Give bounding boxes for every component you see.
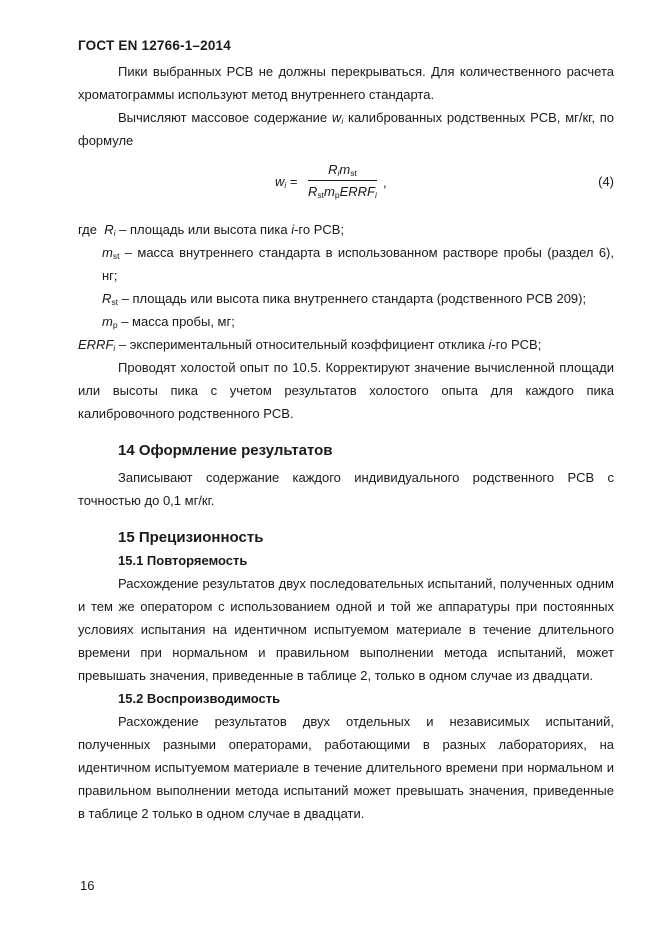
where-label: где [78,222,97,237]
standard-header: ГОСТ EN 12766-1–2014 [78,38,231,53]
section-15-2-text: Расхождение результатов двух отдельных и независимых испытаний, полученных разными операторами, работающими в разных лабораториях, на идентичном испытуемом материале в течение длительного времени при нормальном и правильном выполнении метода испытаний может превышать значения, приведенные в таблице 2 только в одном случае в двадцати. [78,714,614,821]
den-errf-sub: i [374,190,377,200]
symbol-w-sub: i [341,116,344,126]
definition-mst [78,241,614,287]
den-m: m [324,184,335,199]
def-errf-sub: i [113,343,116,353]
formula-denominator [308,181,377,201]
formula-lhs-sub: i [284,180,287,190]
def-errf-tail: -го PCB; [491,337,542,352]
def-mst-sub: st [112,251,120,261]
def-mp-text: – масса пробы, мг; [117,314,235,329]
calc-intro-tail: калиброванных родственных PCB, мг/кг, по формуле [78,110,614,148]
def-mp-sub: p [112,320,118,330]
def-errf-index: i [488,337,492,352]
spacer [78,425,614,439]
def-rst-text: – площадь или высота пика внутреннего стандарта (родственного PCB 209); [118,291,587,306]
spacer [78,512,614,526]
def-ri-text: – площадь или высота пика [115,222,292,237]
formula-lhs-symbol: w [275,174,285,189]
section-15-2-title: 15.2 Воспроизводимость [118,691,281,706]
definition-ri [78,218,614,241]
def-mst-text: – масса внутреннего стандарта в использованном растворе пробы (раздел 6), нг; [102,245,614,283]
formula-4 [78,152,614,218]
num-r-sub: i [337,168,340,178]
def-mst-symbol: m [102,245,113,260]
section-15-title: 15 Прецизионность [118,529,264,546]
def-ri-index: i [291,222,295,237]
section-15-1-title: 15.1 Повторяемость [118,553,248,568]
formula-number: (4) [598,174,614,189]
formula-fraction [308,160,377,201]
definition-rst [78,287,614,310]
formula-numerator [308,160,377,181]
den-r: R [308,184,318,199]
def-ri-sub: i [113,228,116,238]
def-errf-symbol: ERRF [78,337,114,352]
def-rst-sub: st [111,297,119,307]
calc-intro-text: Вычисляют массовое содержание [118,110,332,125]
paragraph-peaks: Пики выбранных PCB не должны перекрываться. Для количественного расчета хроматограммы используют метод внутреннего стандарта. [78,64,614,102]
def-rst-symbol: R [102,291,112,306]
den-m-sub: p [334,190,340,200]
formula-lhs [275,170,298,193]
formula-equals: = [286,174,298,189]
section-15-1-text: Расхождение результатов двух последовательных испытаний, полученных одним и тем же оператором с использованием одной и той же аппаратуры при постоянных условиях испытания на идентичном испытуемом материале в течение длительного времени при нормальном и правильном выполнении метода испытаний, может превышать значения, приведенные в таблице 2, только в одном случае из двадцати. [78,576,614,683]
paragraph-calc-intro [78,106,614,152]
def-ri-tail: -го PCB; [294,222,345,237]
formula-comma: , [383,175,387,190]
num-m-sub: st [350,168,357,178]
definition-mp [78,310,614,333]
num-m: m [339,162,351,177]
section-14-text: Записывают содержание каждого индивидуального родственного PCB с точностью до 0,1 мг/кг. [78,470,614,508]
def-errf-text: – экспериментальный относительный коэффициент отклика [115,337,489,352]
den-errf: ERRF [339,184,375,199]
symbol-w: w [331,110,342,125]
paragraph-blank-test: Проводят холостой опыт по 10.5. Корректируют значение вычисленной площади или высоты пика с учетом результатов холостого опыта для каждого пика калибровочного родственного PCB. [78,360,614,421]
definition-errf [78,333,614,356]
def-ri-symbol: R [104,222,114,237]
def-mp-symbol: m [102,314,113,329]
page-body [78,60,614,825]
den-r-sub: st [317,190,325,200]
num-r: R [328,162,338,177]
section-14-title: 14 Оформление результатов [118,442,333,459]
page-number: 16 [80,878,95,893]
